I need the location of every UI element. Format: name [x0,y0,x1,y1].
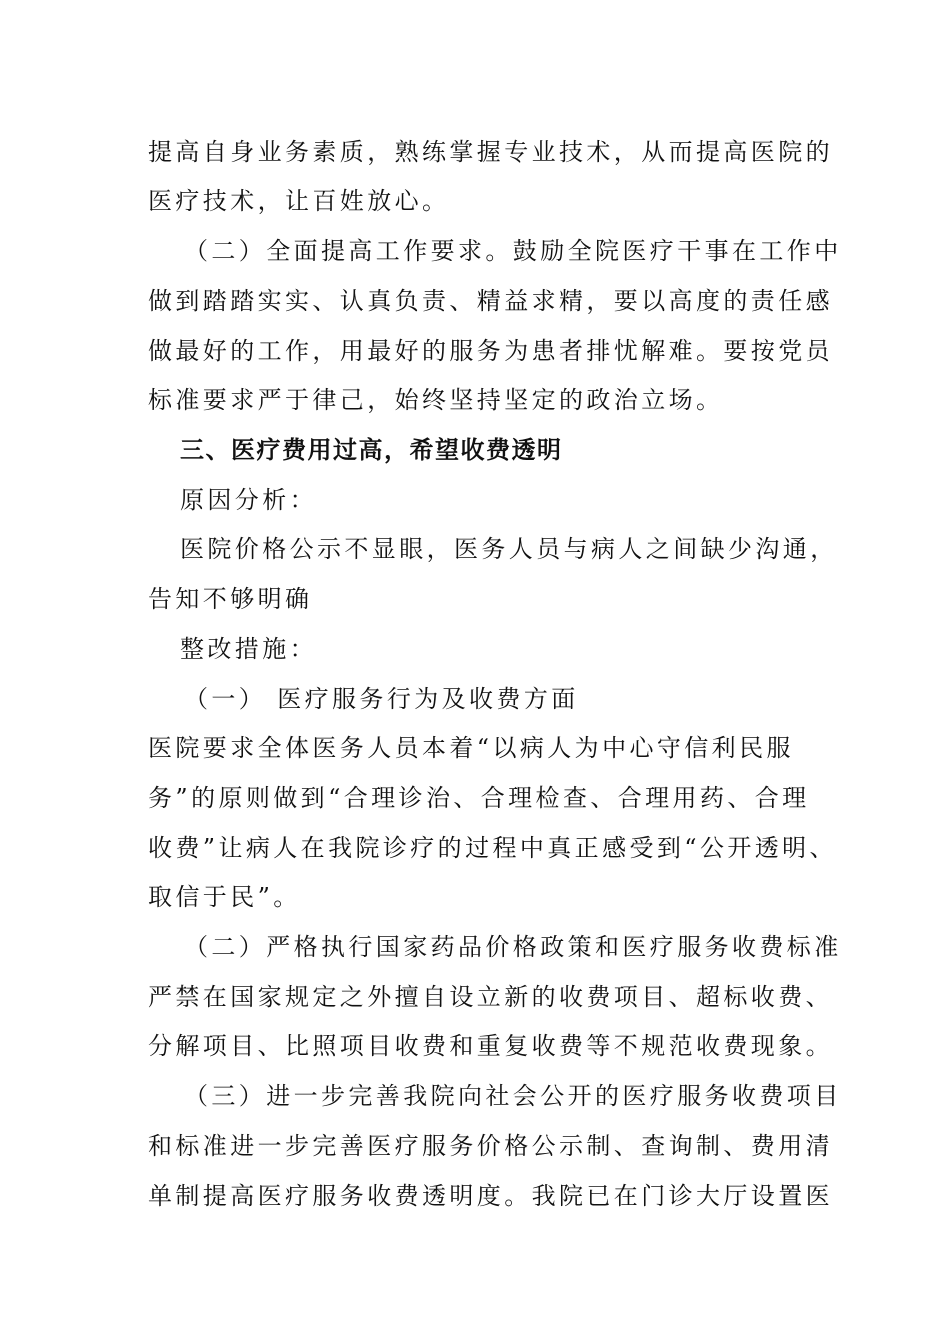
paragraph-line: （二）严格执行国家药品价格政策和医疗服务收费标准 [184,933,842,961]
paragraph-line: 做到踏踏实实、认真负责、精益求精，要以高度的责任感 [148,287,833,315]
paragraph-line: 严禁在国家规定之外擅自设立新的收费项目、超标收费、 [148,983,833,1011]
paragraph-line: 单制提高医疗服务收费透明度。我院已在门诊大厅设置医 [148,1182,833,1210]
paragraph-line: （三）进一步完善我院向社会公开的医疗服务收费项目 [184,1082,842,1110]
paragraph-line: 告知不够明确 [148,585,313,613]
paragraph-line: 收费”让病人在我院诊疗的过程中真正感受到“公开透明、 [148,834,837,862]
section-heading: 三、医疗费用过高，希望收费透明 [180,436,563,464]
paragraph-line: 和标准进一步完善医疗服务价格公示制、查询制、费用清 [148,1132,833,1160]
paragraph-line: 提高自身业务素质，熟练掌握专业技术，从而提高医院的 [148,138,833,166]
subheading-cause: 原因分析： [180,486,317,514]
paragraph-line: （一） 医疗服务行为及收费方面 [184,685,579,713]
paragraph-line: 标准要求严于律己，始终坚持坚定的政治立场。 [148,386,724,414]
paragraph-line: 取信于民”。 [148,883,301,911]
paragraph-line: 做最好的工作，用最好的服务为患者排忧解难。要按党员 [148,337,833,365]
paragraph-line: 医院价格公示不显眼，医务人员与病人之间缺少沟通， [180,535,838,563]
paragraph-line: 务”的原则做到“合理诊治、合理检查、合理用药、合理 [148,784,810,812]
paragraph-line: 医疗技术，让百姓放心。 [148,187,450,215]
subheading-measures: 整改措施： [180,635,317,663]
paragraph-line: 分解项目、比照项目收费和重复收费等不规范收费现象。 [148,1032,833,1060]
paragraph-line: （二）全面提高工作要求。鼓励全院医疗干事在工作中 [184,237,842,265]
paragraph-line: 医院要求全体医务人员本着“以病人为中心守信利民服 [148,734,794,762]
